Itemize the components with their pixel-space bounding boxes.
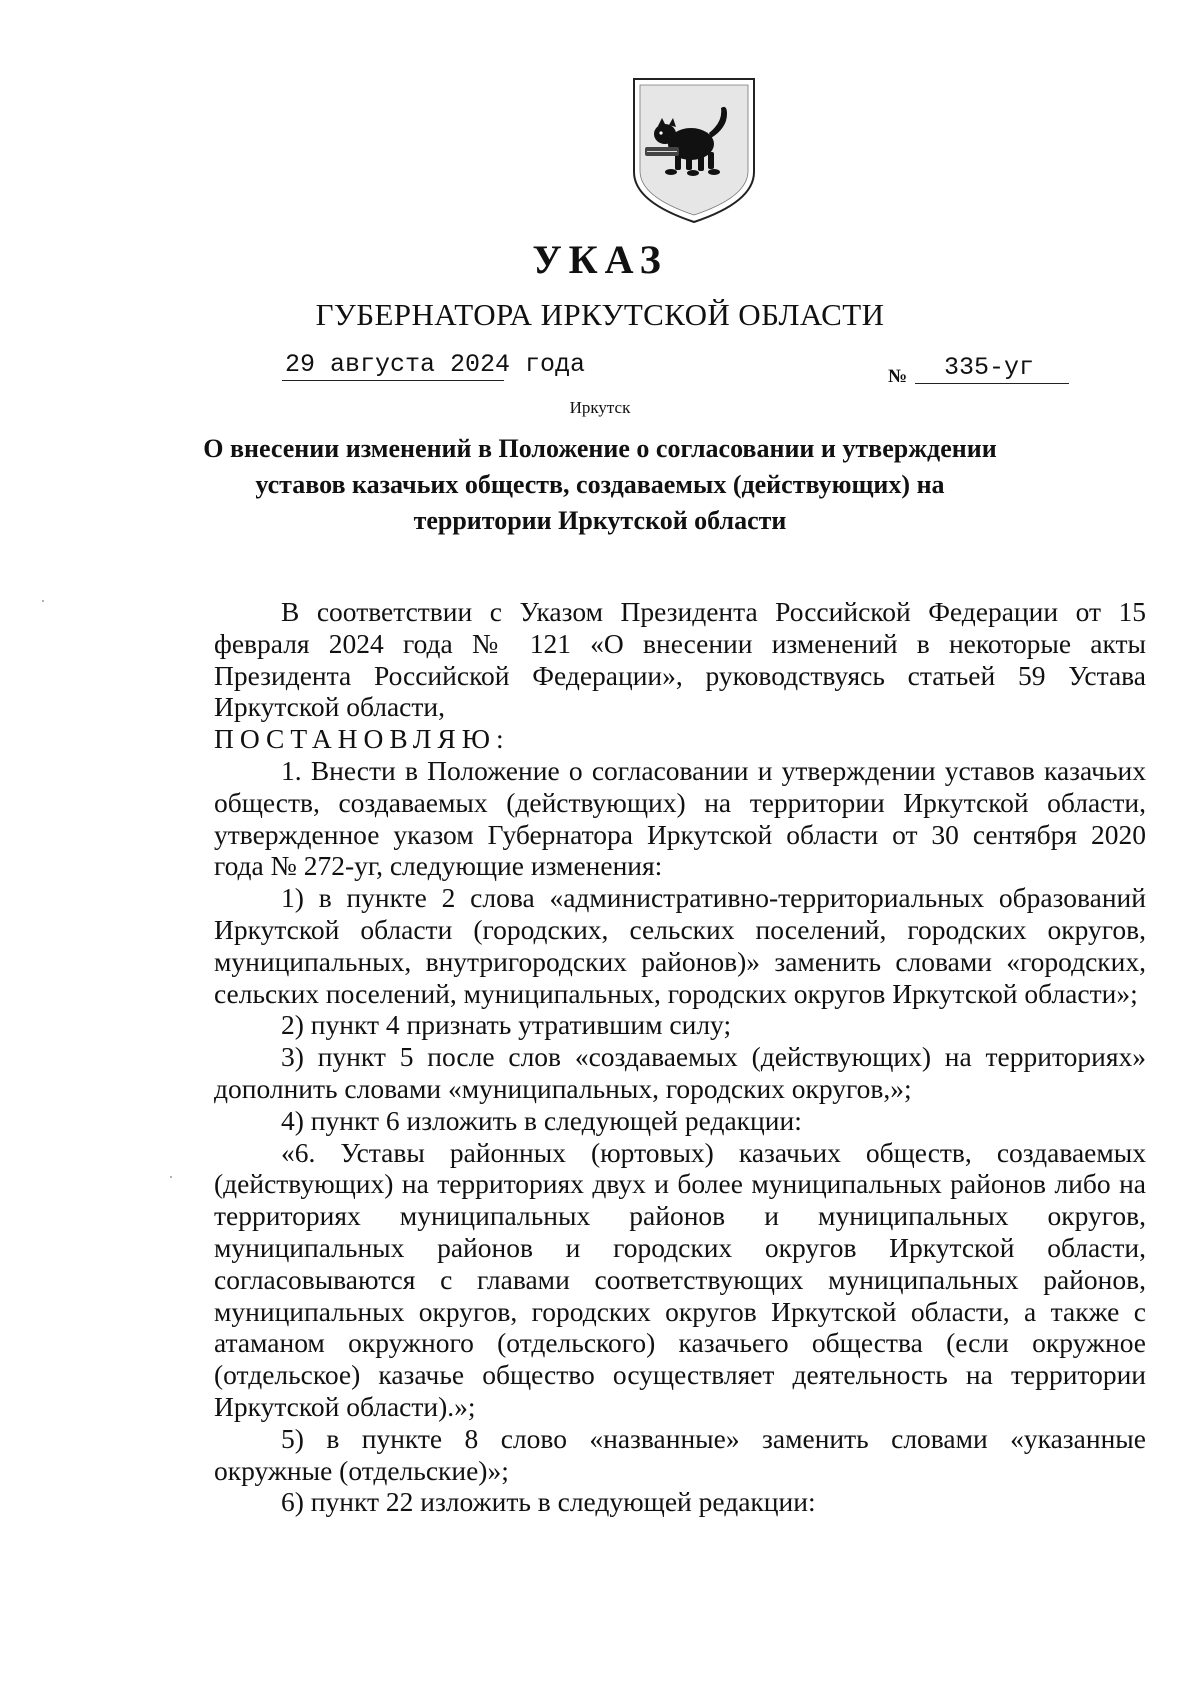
scan-speck — [170, 1176, 172, 1178]
decree-date: 29 августа 2024 года — [285, 350, 586, 379]
irkutsk-babr-icon — [631, 76, 757, 224]
decree-body — [214, 596, 1146, 1518]
body-paragraph: 1) в пункте 2 слова «административно-территориальных образований Иркутской области (городских, сельских поселений, городских округов, муниципальных, внутригородских районов)» заменить словами «городских, сельских поселений, муниципальных, городских округов Иркутской области»; — [214, 882, 1146, 1009]
body-paragraph: 3) пункт 5 после слов «создаваемых (действующих) на территориях» дополнить словами «муниципальных, городских округов,»; — [214, 1041, 1146, 1104]
scan-speck — [42, 600, 44, 602]
coat-of-arms-emblem — [631, 76, 757, 224]
preamble-paragraph: В соответствии с Указом Президента Российской Федерации от 15 февраля 2024 года № 121 «О внесении изменений в некоторые акты Президента Российской Федерации», руководствуясь статьей 59 Устава Иркутской области, — [214, 596, 1146, 723]
body-paragraph: «6. Уставы районных (юртовых) казачьих обществ, создаваемых (действующих) на территориях двух и более муниципальных районов либо на территориях муниципальных районов и муниципальных округов, муниципальных районов и городских округов Иркутской области, согласовываются с главами соответствующих муниципальных районов, муниципальных округов, городских округов Иркутской области, а также с атаманом окружного (отдельского) казачьего общества (если окружное (отдельское) казачье общество осуществляет деятельность на территории Иркутской области).»; — [214, 1136, 1146, 1422]
body-paragraph: 4) пункт 6 изложить в следующей редакции: — [281, 1104, 802, 1136]
body-paragraph: 2) пункт 4 признать утратившим силу; — [281, 1009, 732, 1041]
resolution-word: ПОСТАНОВЛЯЮ: — [214, 723, 510, 755]
body-paragraph: 1. Внести в Положение о согласовании и утверждении уставов казачьих обществ, создаваемых (действующих) на территории Иркутской области, утвержденное указом Губернатора Иркутской области от 30 сентября 2020 года № 272-уг, следующие изменения: — [214, 754, 1146, 882]
decree-number: 335-уг — [944, 353, 1035, 382]
decree-title: УКАЗ — [532, 237, 668, 282]
decree-issuer: ГУБЕРНАТОРА ИРКУТСКОЙ ОБЛАСТИ — [315, 297, 885, 332]
body-paragraph: 5) в пункте 8 слово «названные» заменить словами «указанные окружные (отдельские)»; — [214, 1422, 1146, 1486]
number-sign: № — [888, 366, 908, 387]
body-paragraph: 6) пункт 22 изложить в следующей редакции: — [281, 1486, 816, 1518]
date-underline — [282, 380, 504, 381]
decree-city: Иркутск — [569, 398, 631, 417]
decree-heading: О внесении изменений в Положение о согласовании и утверждении уставов казачьих обществ, создаваемых (действующих) на территории Иркутской области — [203, 434, 997, 535]
number-underline — [915, 383, 1069, 384]
